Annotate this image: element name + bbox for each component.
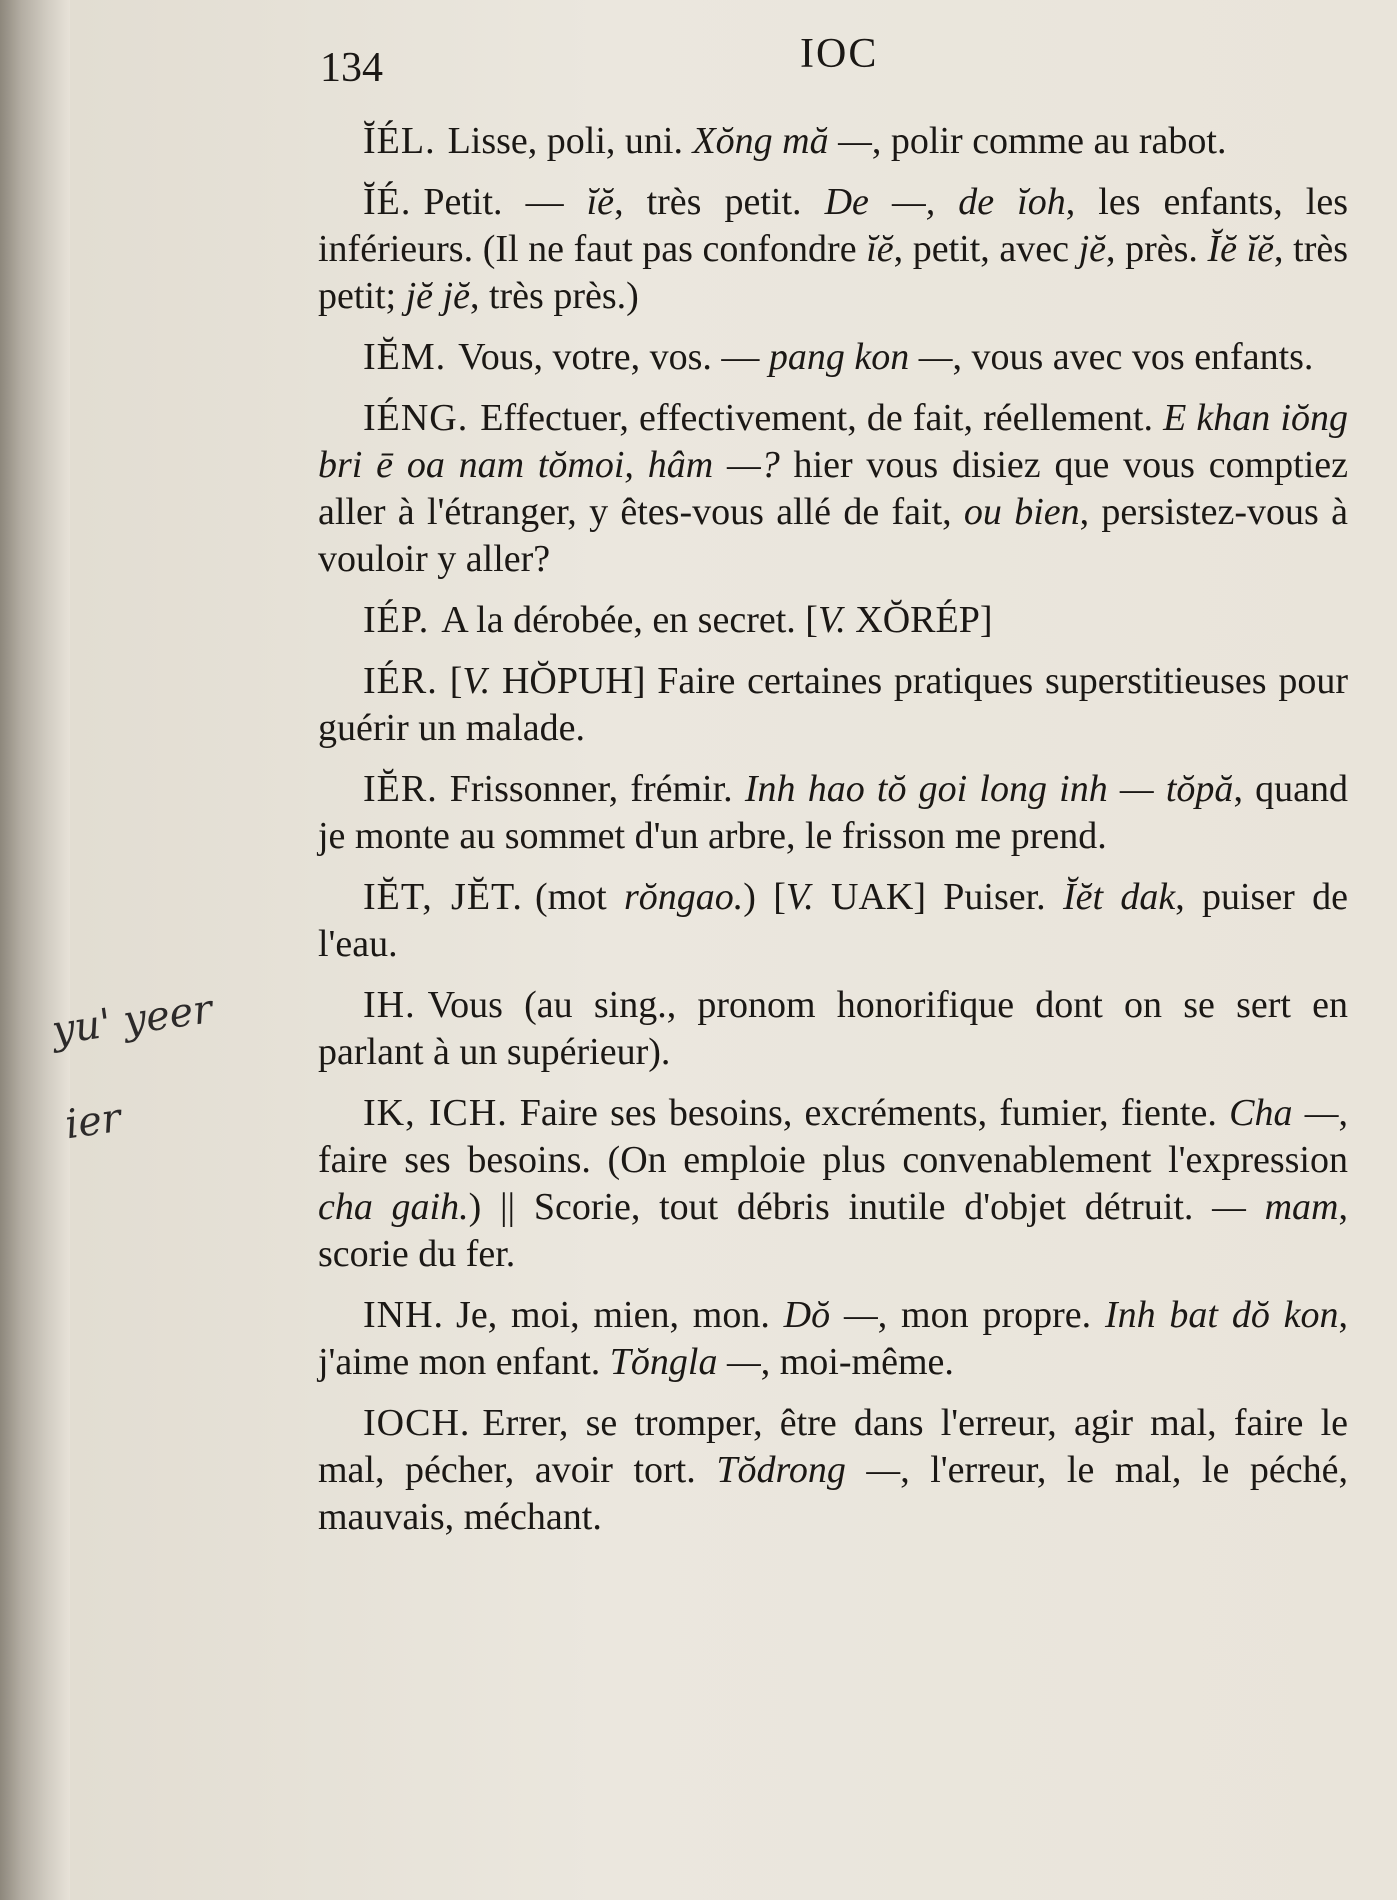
entry-definition-text: , faire ses besoins. (On emploie plus convenablement l'expression (318, 1092, 1348, 1181)
entry-definition-text: XŎRÉP] (845, 599, 993, 641)
entry-example-italic: Ĭĕ ĭĕ (1207, 228, 1275, 270)
entry-definition-text: HŎPUH] Faire certaines pratiques superstitieuses pour guérir un malade. (318, 660, 1348, 749)
dictionary-entry (318, 179, 1348, 320)
handwritten-margin-note (46, 957, 270, 1173)
entry-definition-text: , près. (1106, 228, 1208, 270)
book-gutter (0, 0, 70, 1900)
entry-definition-text: Vous (au sing., pronom honorifique dont on se sert en parlant à un supérieur). (318, 984, 1348, 1073)
entry-example-italic: jĕ jĕ (405, 275, 470, 317)
entry-headword: IĔT, JĔT. (363, 876, 523, 918)
dictionary-entry (318, 334, 1348, 381)
entry-example-italic: Ĭĕt dak (1062, 876, 1176, 918)
dictionary-entry (318, 395, 1348, 583)
entry-example-italic: Cha — (1229, 1092, 1339, 1134)
entry-headword: IOCH. (363, 1402, 471, 1444)
entry-definition-text: Faire ses besoins, excréments, fumier, fiente. (519, 1092, 1230, 1134)
dictionary-entry (318, 1400, 1348, 1541)
entry-definition-text: , polir comme au rabot. (871, 120, 1227, 162)
entry-headword: IÉR. (363, 660, 438, 702)
entry-example-italic: ou bien (963, 491, 1080, 533)
entry-example-italic: — mam (1212, 1186, 1339, 1228)
entry-example-italic: rŏngao. (624, 876, 744, 918)
entry-definition-text: (mot (534, 876, 624, 918)
entry-definition-text: , très près.) (469, 275, 639, 317)
entry-headword: INH. (363, 1294, 445, 1336)
entry-definition-text: , puiser de l'eau. (318, 876, 1348, 965)
entry-definition-text: , très petit; (318, 228, 1349, 317)
entry-definition-text: ) || Scorie, tout débris inutile d'objet détruit. (468, 1186, 1213, 1228)
entry-headword: IH. (363, 984, 416, 1026)
entry-definition-text: ) [ (743, 876, 786, 918)
entry-headword: IÉP. (363, 599, 430, 641)
entry-example-italic: jĕ (1078, 228, 1106, 270)
entry-definition-text: Je, moi, mien, mon. (456, 1294, 784, 1336)
entry-definition-text: , vous avec vos enfants. (952, 336, 1314, 378)
entry-definition-text: , scorie du fer. (318, 1186, 1348, 1275)
entry-example-italic: ĭĕ (586, 181, 615, 223)
entry-example-italic: V. (817, 599, 846, 641)
entry-example-italic: Inh hao tŏ goi long inh — tŏpă (744, 768, 1234, 810)
running-head (320, 30, 1360, 90)
entry-definition-text: Errer, se tromper, être dans l'erreur, agir mal, faire le mal, pécher, avoir tort. (318, 1402, 1348, 1491)
entry-definition-text: hier vous disiez que vous comptiez aller à l'étranger, y êtes-vous allé de fait, (318, 444, 1348, 533)
entry-example-italic: V. (785, 876, 814, 918)
entry-definition-text: , très petit. (614, 181, 825, 223)
entry-definition-text: UAK] Puiser. (813, 876, 1063, 918)
entry-definition-text: , quand je monte au sommet d'un arbre, le frisson me prend. (318, 768, 1348, 857)
entry-example-italic: ĭĕ (866, 228, 894, 270)
entry-example-italic: Dŏ — (783, 1294, 878, 1336)
entry-example-italic: Xŏng mă — (692, 120, 872, 162)
entry-definition-text: Lisse, poli, uni. (447, 120, 693, 162)
entry-example-italic: Tŏdrong — (716, 1449, 901, 1491)
entry-definition-text: , petit, avec (893, 228, 1079, 270)
page-number: 134 (320, 45, 383, 91)
entry-definition-text: Frissonner, frémir. (449, 768, 745, 810)
margin-note-line: ier (62, 1094, 124, 1149)
dictionary-entry (318, 118, 1348, 165)
entry-example-italic: V. (462, 660, 491, 702)
entry-definition-text: , les enfants, les inférieurs. (Il ne faut pas confondre (318, 181, 1349, 270)
dictionary-entry (318, 982, 1348, 1076)
dictionary-entry (318, 658, 1348, 752)
entry-headword: IK, ICH. (363, 1092, 508, 1134)
entry-definition-text: Petit. — (423, 181, 587, 223)
entry-headword: IĔM. (363, 336, 447, 378)
entry-example-italic: Inh bat dŏ kon (1104, 1294, 1339, 1336)
dictionary-entry (318, 1090, 1348, 1278)
entry-example-italic: cha gaih. (318, 1186, 469, 1228)
dictionary-entries (318, 118, 1348, 1555)
entry-definition-text: , persistez-vous à vouloir y aller? (318, 491, 1348, 580)
entry-headword: IĔR. (363, 768, 438, 810)
entry-headword: IÉNG. (363, 397, 469, 439)
entry-definition-text: , l'erreur, le mal, le péché, mauvais, méchant. (318, 1449, 1348, 1538)
entry-definition-text: [ (449, 660, 463, 702)
page-header-title: IOC (800, 31, 879, 77)
entry-definition-text: , moi-même. (760, 1341, 954, 1383)
entry-example-italic: E khan iŏng bri ē oa nam tŏmoi, hâm —? (318, 397, 1348, 486)
dictionary-entry (318, 766, 1348, 860)
dictionary-entry (318, 874, 1348, 968)
entry-example-italic: De —, de ĭoh (824, 181, 1066, 223)
entry-headword: ĬÉL. (363, 120, 436, 162)
dictionary-entry (318, 597, 1348, 644)
entry-definition-text: A la dérobée, en secret. [ (441, 599, 818, 641)
entry-headword: ĬÉ. (363, 181, 412, 223)
dictionary-entry (318, 1292, 1348, 1386)
entry-definition-text: , mon propre. (877, 1294, 1105, 1336)
entry-example-italic: Tŏngla — (609, 1341, 761, 1383)
entry-definition-text: Effectuer, effectivement, de fait, réellement. (480, 397, 1164, 439)
entry-definition-text: Vous, votre, vos. — (458, 336, 769, 378)
margin-note-line: yu' yeer (49, 986, 216, 1055)
entry-definition-text: , j'aime mon enfant. (318, 1294, 1349, 1383)
entry-example-italic: pang kon — (768, 336, 953, 378)
